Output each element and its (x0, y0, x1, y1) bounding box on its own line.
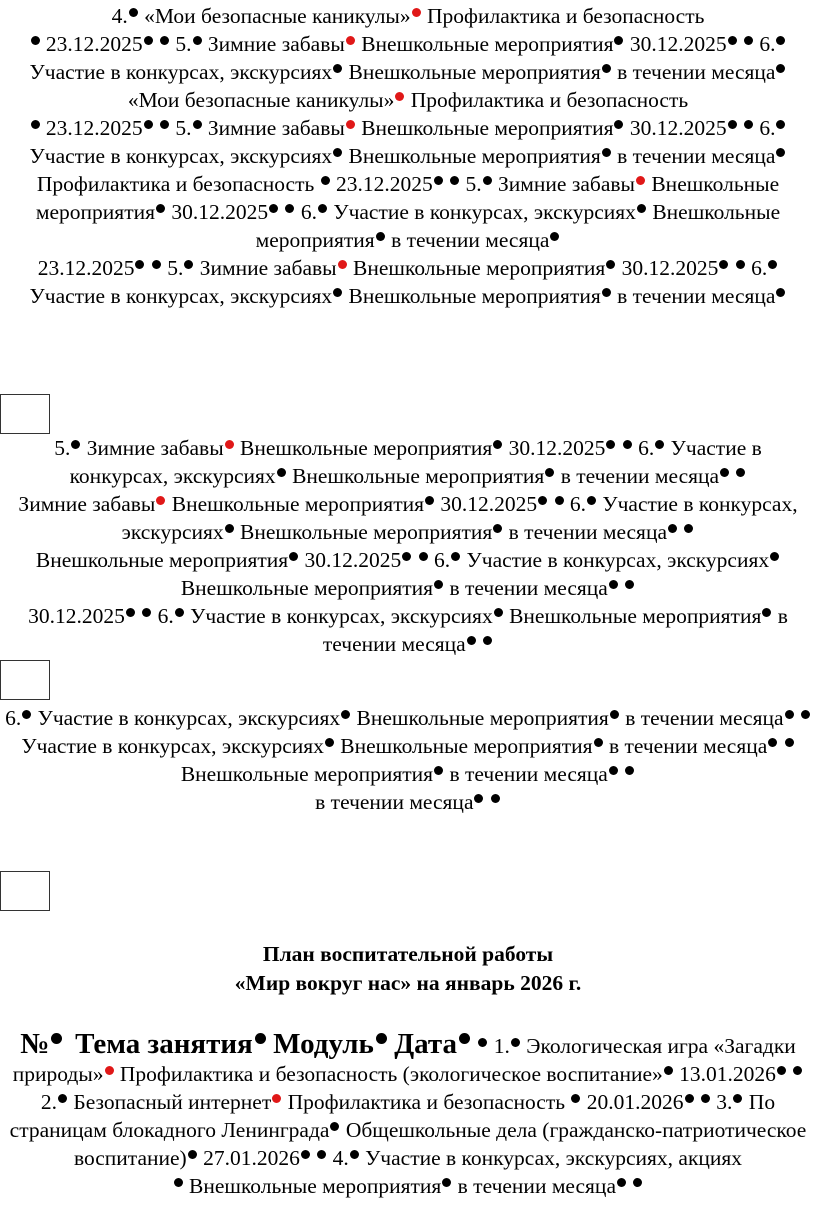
bullet-dot-icon (606, 440, 615, 449)
bullet-dot-icon (744, 36, 753, 45)
bullet-dot-icon (610, 710, 619, 719)
red-bullet-dot-icon (636, 176, 645, 185)
text-fragment: 23.12.2025 (45, 116, 143, 140)
text-fragment: 23.12.2025 (37, 256, 135, 280)
section-1-text (4, 2, 812, 310)
text-fragment: «Мои безопасные каникулы» (144, 4, 411, 28)
empty-cell-box (0, 394, 50, 434)
bullet-dot-icon (434, 766, 443, 775)
bullet-dot-icon (277, 468, 286, 477)
text-fragment: в течении месяца (617, 284, 776, 308)
text-fragment: в течении месяца (625, 706, 784, 730)
bullet-dot-icon (768, 260, 777, 269)
bullet-dot-icon (160, 120, 169, 129)
red-bullet-dot-icon (395, 92, 404, 101)
bullet-dot-icon (655, 440, 664, 449)
text-fragment: 6. (434, 548, 451, 572)
bullet-dot-icon (538, 496, 547, 505)
bullet-dot-icon (668, 524, 677, 533)
text-fragment: Внешкольные мероприятия (35, 172, 780, 224)
bullet-dot-icon (594, 738, 603, 747)
text-fragment: Профилактика и безопасность (287, 1090, 566, 1114)
bullet-dot-icon (22, 710, 31, 719)
bullet-dot-icon (602, 288, 611, 297)
bullet-dot-icon (321, 176, 330, 185)
bullet-dot-icon (625, 580, 634, 589)
text-fragment: 1. (493, 1034, 510, 1058)
text-fragment: Профилактика и безопасность (427, 4, 705, 28)
text-fragment: в течении месяца (617, 144, 776, 168)
red-bullet-dot-icon (225, 440, 234, 449)
text-fragment: 3. (716, 1090, 733, 1114)
bullet-dot-icon (451, 552, 460, 561)
bullet-dot-icon (188, 1150, 197, 1159)
text-fragment: Участие в конкурсах, экскурсиях (121, 492, 798, 544)
text-fragment: Зимние забавы (498, 172, 635, 196)
bullet-dot-icon (762, 608, 771, 617)
bullet-dot-icon (736, 468, 745, 477)
text-fragment: Внешкольные мероприятия (356, 706, 609, 730)
bullet-dot-icon (175, 608, 184, 617)
red-bullet-dot-icon (346, 120, 355, 129)
text-fragment: 30.12.2025 (508, 436, 606, 460)
text-fragment: в течении месяца (617, 60, 776, 84)
text-fragment: 30.12.2025 (440, 492, 538, 516)
bullet-dot-icon (736, 260, 745, 269)
text-fragment: Участие в конкурсах, экскурсиях (21, 734, 324, 758)
text-fragment: 2. (40, 1090, 58, 1114)
text-fragment: 27.01.2026 (203, 1146, 300, 1170)
bullet-dot-icon (609, 766, 618, 775)
red-bullet-dot-icon (105, 1066, 114, 1075)
bullet-dot-icon (614, 36, 623, 45)
bullet-dot-icon (255, 1033, 266, 1044)
text-fragment: 5. (465, 172, 482, 196)
text-fragment: в течении месяца (449, 762, 608, 786)
text-fragment: 23.12.2025 (336, 172, 433, 196)
bullet-dot-icon (493, 440, 502, 449)
table-header-date: Дата (394, 1028, 458, 1060)
text-fragment: Внешкольные мероприятия (171, 492, 424, 516)
text-fragment: Внешкольные мероприятия (509, 604, 762, 628)
bullet-dot-icon (491, 794, 500, 803)
text-fragment: «Мои безопасные каникулы» (127, 88, 395, 112)
bullet-dot-icon (768, 738, 777, 747)
bullet-dot-icon (545, 468, 554, 477)
text-fragment: Внешкольные мероприятия (340, 734, 593, 758)
table-header-module: Модуль (273, 1028, 374, 1060)
bullet-dot-icon (587, 496, 596, 505)
bullet-dot-icon (152, 260, 161, 269)
text-fragment: Внешкольные мероприятия (292, 464, 545, 488)
bullet-dot-icon (330, 1122, 339, 1131)
text-fragment: Внешкольные мероприятия (240, 520, 493, 544)
empty-cell-box (0, 871, 50, 911)
red-bullet-dot-icon (156, 496, 165, 505)
text-fragment: в течении месяца (560, 464, 720, 488)
bullet-dot-icon (571, 1094, 580, 1103)
bullet-dot-icon (51, 1033, 62, 1044)
text-fragment: 6. (5, 706, 22, 730)
text-fragment: Участие в конкурсах, экскурсиях, акциях (365, 1146, 743, 1170)
bullet-dot-icon (442, 1178, 451, 1187)
bullet-dot-icon (341, 710, 350, 719)
text-fragment: Участие в конкурсах, экскурсиях (333, 200, 636, 224)
bullet-dot-icon (614, 120, 623, 129)
text-fragment: Участие в конкурсах, экскурсиях (29, 60, 333, 84)
text-fragment: 6. (759, 116, 776, 140)
text-fragment: Внешкольные мероприятия (353, 256, 606, 280)
bullet-dot-icon (478, 1038, 487, 1047)
bullet-dot-icon (474, 794, 483, 803)
bullet-dot-icon (494, 608, 503, 617)
bullet-dot-icon (419, 552, 428, 561)
bullet-dot-icon (776, 148, 785, 157)
bullet-dot-icon (126, 608, 135, 617)
bullet-dot-icon (142, 608, 151, 617)
bullet-dot-icon (744, 120, 753, 129)
text-fragment: Участие в конкурсах, экскурсиях (466, 548, 770, 572)
bullet-dot-icon (685, 1094, 694, 1103)
bullet-dot-icon (333, 288, 342, 297)
plan-title (0, 940, 816, 998)
text-fragment: 13.01.2026 (679, 1062, 776, 1086)
bullet-dot-icon (602, 148, 611, 157)
text-fragment: Зимние забавы (86, 436, 224, 460)
text-fragment: 6. (751, 256, 768, 280)
text-fragment: По страницам блокадного Ленинграда (9, 1090, 776, 1142)
text-fragment: Внешкольные мероприятия (180, 576, 434, 600)
section-3-text (4, 704, 812, 816)
bullet-dot-icon (625, 766, 634, 775)
bullet-dot-icon (71, 440, 80, 449)
bullet-dot-icon (225, 524, 234, 533)
text-fragment: 6. (157, 604, 174, 628)
table-header-topic: Тема занятия (75, 1028, 253, 1060)
bullet-dot-icon (376, 1033, 387, 1044)
text-fragment: 6. (759, 32, 776, 56)
bullet-dot-icon (493, 524, 502, 533)
text-fragment: Внешкольные мероприятия (348, 60, 601, 84)
text-fragment: Внешкольные мероприятия (348, 144, 601, 168)
bullet-dot-icon (511, 1038, 520, 1047)
bullet-dot-icon (776, 64, 785, 73)
plan-title-line-1: План воспитательной работы (262, 942, 554, 966)
text-fragment: Безопасный интернет (73, 1090, 272, 1114)
bullet-dot-icon (467, 636, 476, 645)
bullet-dot-icon (701, 1094, 710, 1103)
section-2-text (4, 434, 812, 658)
text-fragment: Внешкольные мероприятия (180, 762, 434, 786)
text-fragment: Внешкольные мероприятия (361, 32, 614, 56)
text-fragment: 5. (54, 436, 71, 460)
text-fragment: Профилактика и безопасность (экологическое воспитание» (119, 1062, 663, 1086)
text-fragment: 5. (175, 32, 192, 56)
bullet-dot-icon (785, 710, 794, 719)
text-fragment: Общешкольные дела (гражданско-патриотическое воспитание) (73, 1118, 807, 1170)
bullet-dot-icon (333, 148, 342, 157)
text-fragment: в течении месяца (391, 228, 550, 252)
text-fragment: Внешкольные мероприятия (255, 200, 781, 252)
bullet-dot-icon (459, 1033, 470, 1044)
bullet-dot-icon (376, 232, 385, 241)
bullet-dot-icon (31, 120, 40, 129)
bullet-dot-icon (174, 1178, 183, 1187)
text-fragment: Экологическая игра «Загадки природы» (12, 1034, 796, 1086)
text-fragment: 20.01.2026 (586, 1090, 684, 1114)
bullet-dot-icon (602, 64, 611, 73)
text-fragment: Внешкольные мероприятия (361, 116, 614, 140)
bullet-dot-icon (633, 1178, 642, 1187)
bullet-dot-icon (144, 36, 153, 45)
text-fragment: 5. (175, 116, 192, 140)
bullet-dot-icon (770, 552, 779, 561)
text-fragment: Зимние забавы (199, 256, 337, 280)
text-fragment: 30.12.2025 (629, 32, 727, 56)
text-fragment: Участие в конкурсах, экскурсиях (29, 144, 333, 168)
bullet-dot-icon (333, 64, 342, 73)
text-fragment: 6. (569, 492, 586, 516)
red-bullet-dot-icon (338, 260, 347, 269)
bullet-dot-icon (285, 204, 294, 213)
text-fragment: в течении месяца (608, 734, 768, 758)
text-fragment: 4. (111, 4, 128, 28)
text-fragment: Зимние забавы (18, 492, 156, 516)
text-fragment: Внешкольные мероприятия (35, 548, 289, 572)
text-fragment: 5. (167, 256, 184, 280)
bullet-dot-icon (728, 120, 737, 129)
text-fragment: в течении месяца (457, 1174, 616, 1198)
bullet-dot-icon (160, 36, 169, 45)
text-fragment: 4. (332, 1146, 349, 1170)
bullet-dot-icon (425, 496, 434, 505)
bullet-dot-icon (793, 1066, 802, 1075)
bullet-dot-icon (434, 176, 443, 185)
bullet-dot-icon (129, 8, 138, 17)
text-fragment: Профилактика и безопасность (410, 88, 689, 112)
text-fragment: 23.12.2025 (45, 32, 143, 56)
text-fragment: Участие в конкурсах, экскурсиях (190, 604, 493, 628)
bullet-dot-icon (777, 1066, 786, 1075)
text-fragment: 30.12.2025 (621, 256, 719, 280)
bullet-dot-icon (483, 636, 492, 645)
red-bullet-dot-icon (272, 1094, 281, 1103)
text-fragment: 30.12.2025 (171, 200, 269, 224)
text-fragment: в течении месяца (315, 790, 474, 814)
bullet-dot-icon (776, 288, 785, 297)
text-fragment: в течении месяца (449, 576, 608, 600)
bullet-dot-icon (318, 204, 327, 213)
bullet-dot-icon (402, 552, 411, 561)
text-fragment: Зимние забавы (207, 32, 345, 56)
text-fragment: в течении месяца (508, 520, 667, 544)
text-fragment: Участие в конкурсах, экскурсиях (29, 284, 333, 308)
bullet-dot-icon (156, 204, 165, 213)
bullet-dot-icon (58, 1094, 67, 1103)
bullet-dot-icon (728, 36, 737, 45)
text-fragment: Внешкольные мероприятия (348, 284, 601, 308)
bullet-dot-icon (617, 1178, 626, 1187)
bullet-dot-icon (719, 260, 728, 269)
text-fragment: в течении месяца (322, 604, 788, 656)
bullet-dot-icon (135, 260, 144, 269)
bullet-dot-icon (434, 580, 443, 589)
bullet-dot-icon (776, 120, 785, 129)
text-fragment: 6. (300, 200, 317, 224)
bullet-dot-icon (785, 738, 794, 747)
bullet-dot-icon (269, 204, 278, 213)
bullet-dot-icon (317, 1150, 326, 1159)
table-header-num: № (20, 1028, 50, 1060)
red-bullet-dot-icon (412, 8, 421, 17)
section-4-text (4, 1030, 812, 1200)
text-fragment: Профилактика и безопасность (36, 172, 315, 196)
bullet-dot-icon (325, 738, 334, 747)
text-fragment: Участие в конкурсах, экскурсиях (69, 436, 762, 488)
bullet-dot-icon (289, 552, 298, 561)
bullet-dot-icon (184, 260, 193, 269)
bullet-dot-icon (623, 440, 632, 449)
bullet-dot-icon (801, 710, 810, 719)
bullet-dot-icon (483, 176, 492, 185)
bullet-dot-icon (609, 580, 618, 589)
text-fragment: 30.12.2025 (304, 548, 402, 572)
bullet-dot-icon (555, 496, 564, 505)
bullet-dot-icon (193, 36, 202, 45)
text-fragment: Внешкольные мероприятия (189, 1174, 442, 1198)
text-fragment: 30.12.2025 (629, 116, 727, 140)
text-fragment: Зимние забавы (207, 116, 345, 140)
red-bullet-dot-icon (346, 36, 355, 45)
bullet-dot-icon (664, 1066, 673, 1075)
plan-title-line-2: «Мир вокруг нас» на январь 2026 г. (234, 971, 582, 995)
bullet-dot-icon (301, 1150, 310, 1159)
bullet-dot-icon (193, 120, 202, 129)
text-fragment: 30.12.2025 (28, 604, 125, 628)
text-fragment: Участие в конкурсах, экскурсиях (37, 706, 341, 730)
bullet-dot-icon (606, 260, 615, 269)
bullet-dot-icon (733, 1094, 742, 1103)
text-fragment: Внешкольные мероприятия (240, 436, 493, 460)
bullet-dot-icon (350, 1150, 359, 1159)
bullet-dot-icon (720, 468, 729, 477)
bullet-dot-icon (776, 36, 785, 45)
bullet-dot-icon (550, 232, 559, 241)
bullet-dot-icon (637, 204, 646, 213)
bullet-dot-icon (684, 524, 693, 533)
bullet-dot-icon (31, 36, 40, 45)
text-fragment: 6. (638, 436, 655, 460)
empty-cell-box (0, 660, 50, 700)
bullet-dot-icon (144, 120, 153, 129)
bullet-dot-icon (450, 176, 459, 185)
